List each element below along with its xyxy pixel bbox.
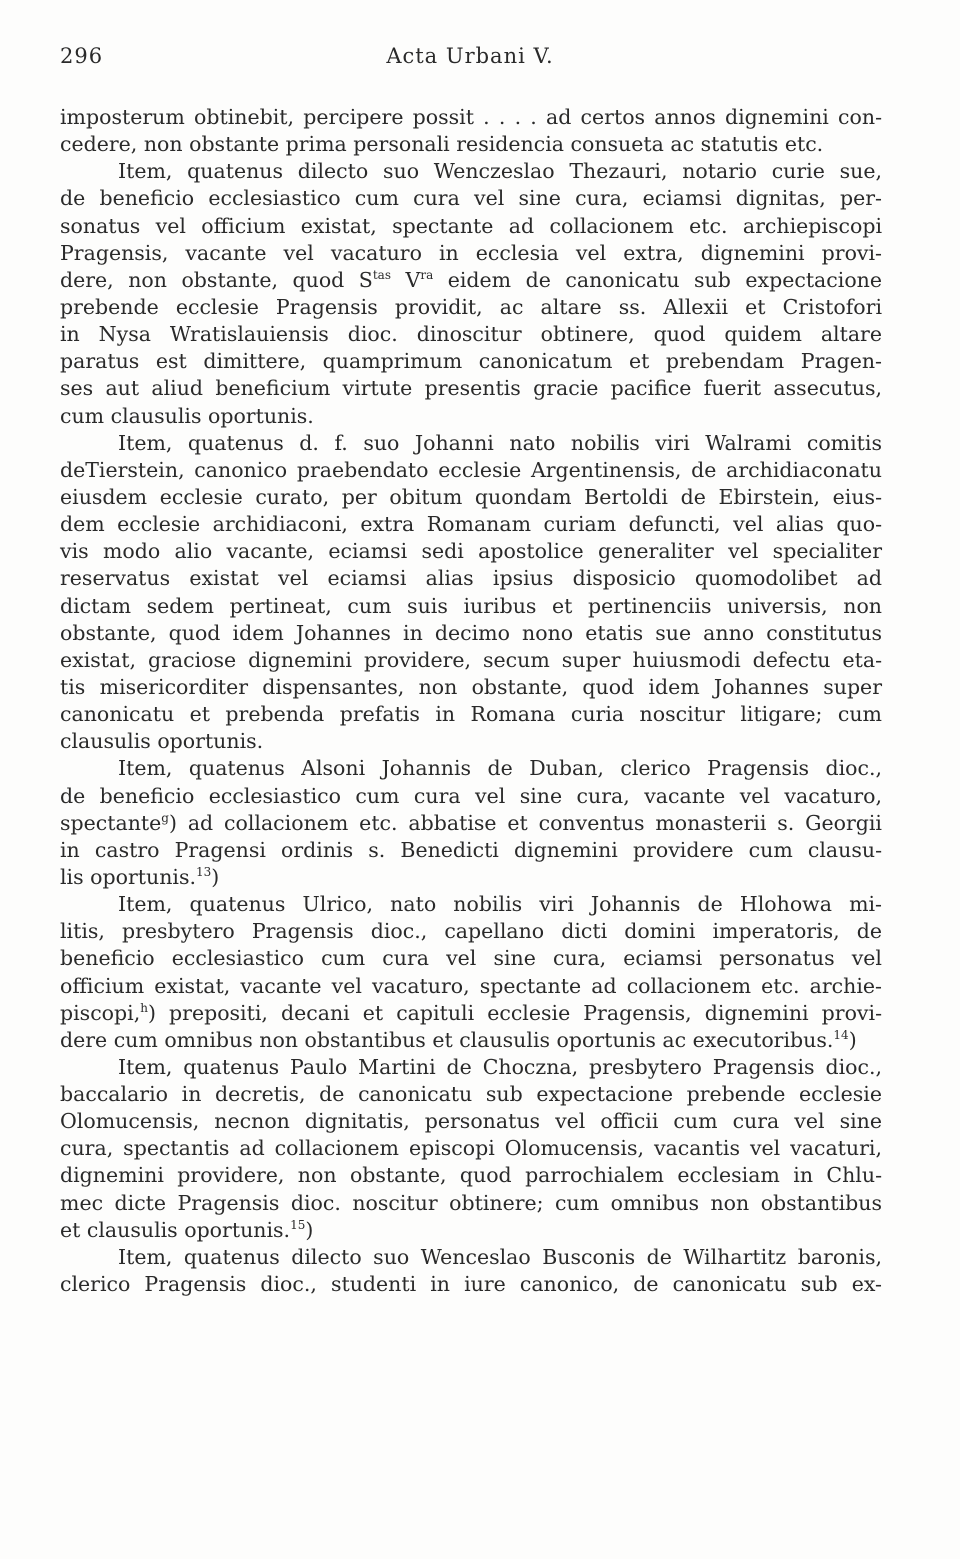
text-line: prebende ecclesie Pragensis providit, ac altare ss. Allexii et Cristofori [60,294,882,319]
text-line: de beneficio ecclesiastico cum cura vel sine cura, eciamsi dignitas, per- [60,186,882,211]
text-segment: dere, non obstante, quod S [60,267,373,292]
text-line: Pragensis, vacante vel vacaturo in ecclesia vel extra, dignemini provi- [60,240,882,265]
text-line [60,810,882,837]
text-segment: piscopi, [60,1000,141,1025]
document-body [60,104,882,1298]
text-line: Item, quatenus Paulo Martini de Choczna, presbytero Pragensis dioc., [118,1054,882,1079]
superscript: g [161,810,169,825]
text-segment: et clausulis oportunis. [60,1217,291,1242]
page-header [60,44,880,74]
text-line [60,267,882,294]
superscript: 15 [290,1217,306,1232]
text-segment: ) prepositi, decani et capituli ecclesie Pragensis, dignemini provi- [147,1000,882,1025]
text-line: cum clausulis oportunis. [60,403,314,428]
text-line: paratus est dimittere, quamprimum canonicatum et prebendam Pragen- [60,349,882,374]
superscript: ra [420,267,434,282]
text-segment: eidem de canonicatu sub expectacione [433,267,882,292]
text-line: Item, quatenus dilecto suo Wenceslao Busconis de Wilhartitz baronis, [118,1244,882,1269]
superscript: 13 [196,864,212,879]
text-segment: ) [211,864,220,889]
text-line: canonicatu et prebenda prefatis in Romana curia noscitur litigare; cum [60,702,882,727]
text-segment: dere cum omnibus non obstantibus et clausulis oportunis ac executoribus. [60,1027,834,1052]
text-line: Item, quatenus Alsoni Johannis de Duban, clerico Pragensis dioc., [118,756,882,781]
text-line [60,1217,882,1244]
text-line: clerico Pragensis dioc., studenti in iure canonico, de canonicatu sub ex- [60,1272,882,1297]
text-line: Item, quatenus dilecto suo Wenczeslao Thezauri, notario curie sue, [118,159,882,184]
text-line: Item, quatenus d. f. suo Johanni nato nobilis viri Walrami comitis [118,430,882,455]
text-line: reservatus existat vel eciamsi alias ipsius disposicio quomodolibet ad [60,566,882,591]
text-line: Olomucensis, necnon dignitatis, personatus vel officii cum cura vel sine [60,1109,882,1134]
text-line: de beneficio ecclesiastico cum cura vel sine cura, vacante vel vacaturo, [60,783,882,808]
superscript: h [140,1000,148,1015]
text-line [60,1000,882,1027]
text-line: Item, quatenus Ulrico, nato nobilis viri Johannis de Hlohowa mi- [118,892,882,917]
text-line: dictam sedem pertineat, cum suis iuribus et pertinenciis universis, non [60,593,882,618]
text-segment: ) ad collacionem etc. abbatise et conventus monasterii s. Georgii [168,810,882,835]
text-line [60,864,882,891]
text-line: ses aut aliud beneficium virtute presentis gracie pacifice fuerit assecutus, [60,376,882,401]
running-title: Acta Urbani V. [386,44,554,68]
text-line: in Nysa Wratislauiensis dioc. dinoscitur obtinere, quod quidem altare [60,322,882,347]
text-segment: lis oportunis. [60,864,196,889]
text-line: cura, spectantis ad collacionem episcopi Olomucensis, vacantis vel vacaturi, [60,1136,882,1161]
text-line: clausulis oportunis. [60,729,264,754]
superscript: 14 [833,1027,849,1042]
text-line: mec dicte Pragensis dioc. noscitur obtinere; cum omnibus non obstantibus [60,1190,882,1215]
text-segment: ) [848,1027,857,1052]
text-line: cedere, non obstante prima personali residencia consueta ac statutis etc. [60,132,824,157]
text-line: officium existat, vacante vel vacaturo, spectante ad collacionem etc. archie- [60,973,882,998]
text-line: tis misericorditer dispensantes, non obstante, quod idem Johannes super [60,674,882,699]
text-line: sonatus vel officium existat, spectante ad collacionem etc. archiepiscopi [60,213,882,238]
text-line: deTierstein, canonico praebendato ecclesie Argentinensis, de archidiaconatu [60,457,882,482]
page-number: 296 [60,44,104,68]
text-line [60,1027,882,1054]
text-line: eiusdem ecclesie curato, per obitum quondam Bertoldi de Ebirstein, eius- [60,484,882,509]
text-line: dem ecclesie archidiaconi, extra Romanam curiam defuncti, vel alias quo- [60,512,882,537]
text-line: dignemini providere, non obstante, quod parrochialem ecclesiam in Chlu- [60,1163,882,1188]
text-segment: spectante [60,810,162,835]
text-line: obstante, quod idem Johannes in decimo nono etatis sue anno constitutus [60,620,882,645]
text-line: beneficio ecclesiastico cum cura vel sine cura, eciamsi personatus vel [60,946,882,971]
text-segment: ) [305,1217,314,1242]
text-line: baccalario in decretis, de canonicatu sub expectacione prebende ecclesie [60,1082,882,1107]
text-line: imposterum obtinebit, percipere possit . . . . ad certos annos dignemini con- [60,105,882,129]
text-line: existat, graciose dignemini providere, secum super huiusmodi defectu eta- [60,647,882,672]
text-line: vis modo alio vacante, eciamsi sedi apostolice generaliter vel specialiter [60,539,882,564]
superscript: tas [372,267,391,282]
text-line: in castro Pragensi ordinis s. Benedicti dignemini providere cum clausu- [60,837,882,862]
text-line: litis, presbytero Pragensis dioc., capellano dicti domini imperatoris, de [60,919,882,944]
text-segment: V [391,267,421,292]
